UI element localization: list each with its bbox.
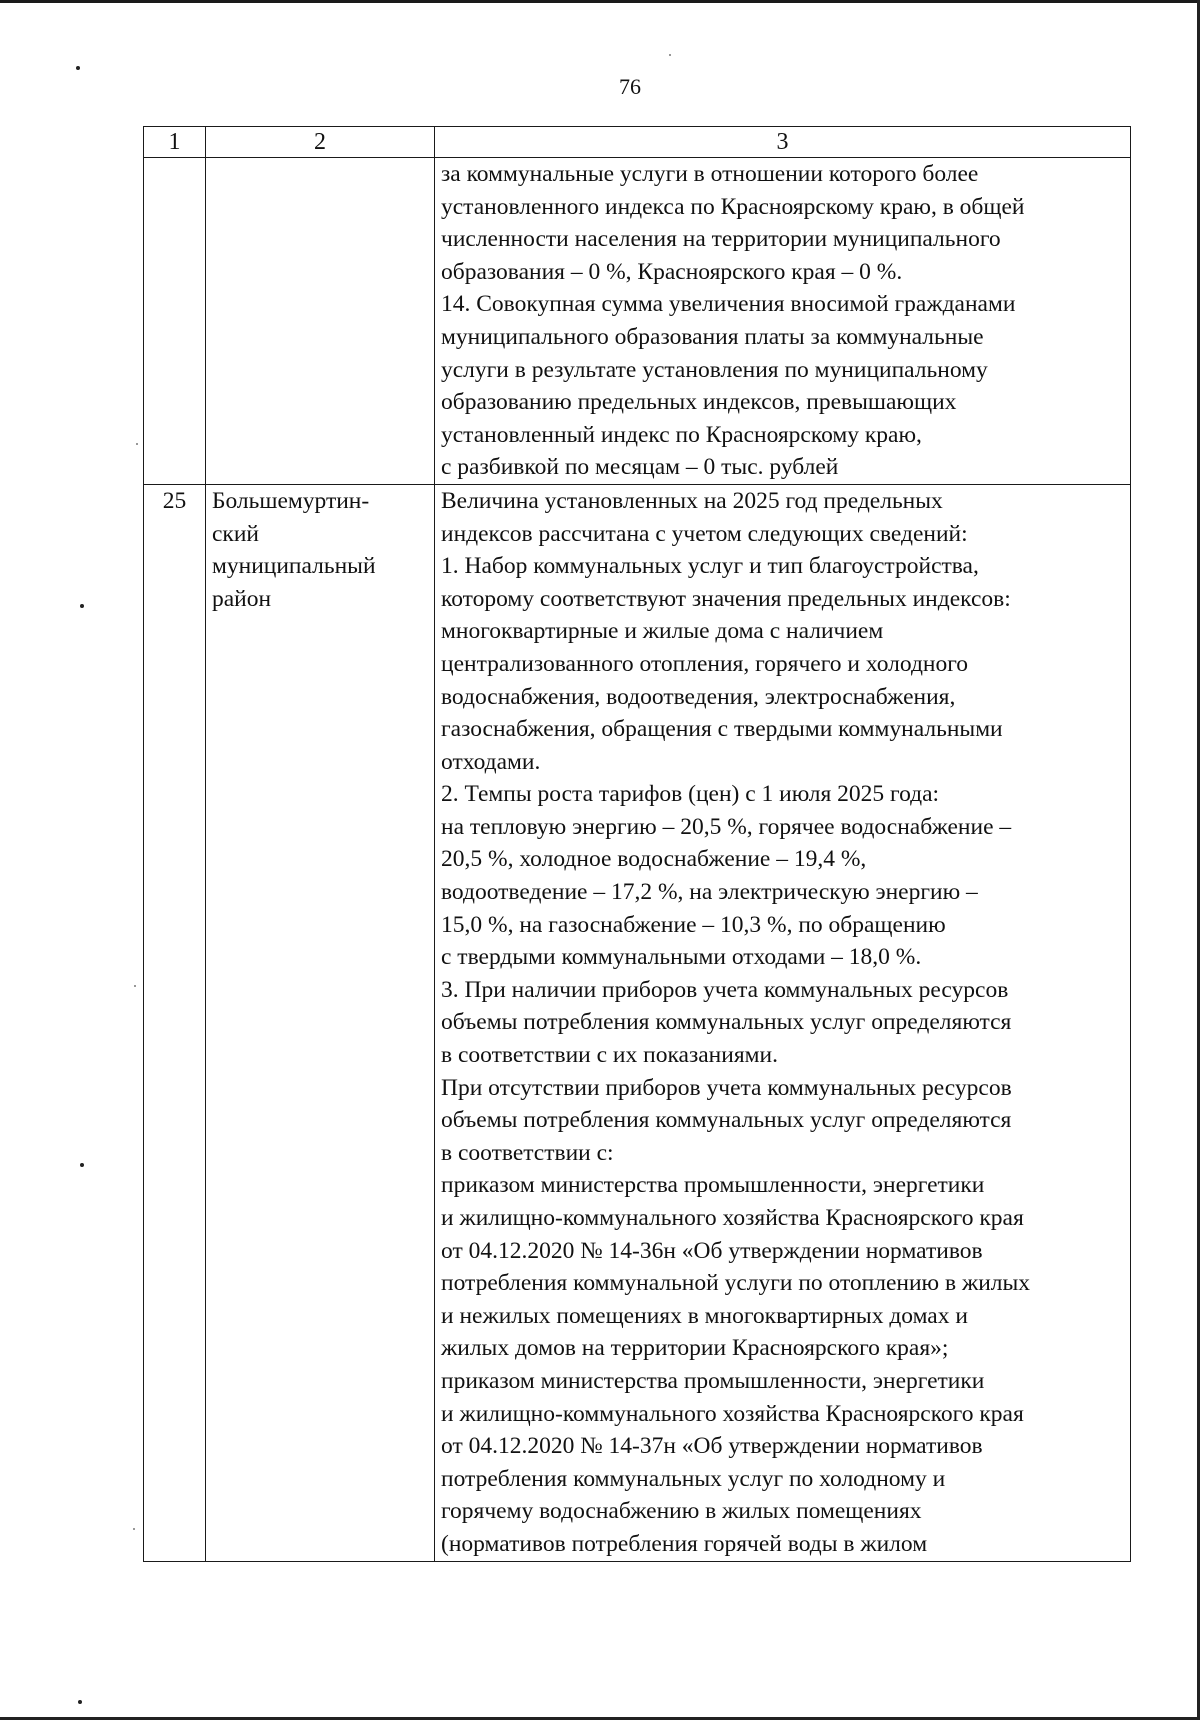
scan-dot [136,443,138,445]
text-line: установленного индекса по Красноярскому краю, в общей [441,193,1025,220]
scan-edge-top [0,0,1200,3]
document-table [143,126,1131,1562]
text-line: услуги в результате установления по муниципальному [441,356,988,383]
text-line: жилых домов на территории Красноярского края»; [441,1335,949,1362]
scan-dot [133,1528,135,1530]
text-line: от 04.12.2020 № 14-37н «Об утверждении нормативов [441,1433,983,1460]
text-line: приказом министерства промышленности, энергетики [441,1172,985,1199]
text-line: потребления коммунальных услуг по холодному и [441,1465,946,1492]
text-line: объемы потребления коммунальных услуг определяются [441,1107,1012,1134]
text-line: индексов рассчитана с учетом следующих сведений: [441,520,968,547]
text-line: образования – 0 %, Красноярского края – 0 %. [441,258,903,285]
scan-dot [134,985,136,987]
column-number-3: 3 [435,127,1131,158]
text-line: 15,0 %, на газоснабжение – 10,3 %, по обращению [441,911,946,938]
table-header-row [144,127,1131,158]
municipality-name-line: Большемуртин- [212,487,370,514]
row-number-cell: 25 [144,484,206,1561]
text-line: газоснабжения, обращения с твердыми коммунальными [441,716,1003,743]
text-line: водоснабжения, водоотведения, электроснабжения, [441,683,956,710]
text-line: и жилищно-коммунального хозяйства Красноярского края [441,1400,1024,1427]
text-line: 3. При наличии приборов учета коммунальных ресурсов [441,976,1009,1003]
scan-speck [78,1700,82,1704]
text-line: 14. Совокупная сумма увеличения вносимой гражданами [441,291,1016,318]
scan-dot [669,54,671,56]
text-line: потребления коммунальной услуги по отоплению в жилых [441,1270,1031,1297]
text-line: При отсутствии приборов учета коммунальных ресурсов [441,1074,1012,1101]
text-line: за коммунальные услуги в отношении которого более [441,161,979,187]
text-line: водоотведение – 17,2 %, на электрическую энергию – [441,879,978,906]
table-row-continued [144,158,1131,485]
text-line: и жилищно-коммунального хозяйства Красноярского края [441,1205,1024,1231]
text-line: (нормативов потребления горячей воды в жилом [441,1530,928,1557]
scan-speck [80,604,84,608]
municipality-name-line: район [212,585,272,612]
text-line: установленный индекс по Красноярскому краю, [441,421,922,448]
scan-speck [80,1163,84,1167]
municipality-cell [206,158,435,485]
text-line: на тепловую энергию – 20,5 %, горячее водоснабжение – [441,813,1012,840]
details-cell [435,484,1131,1561]
text-line: в соответствии с их показаниями. [441,1042,778,1069]
page-number: 76 [619,74,641,99]
column-number-1: 1 [144,127,206,158]
municipality-name-line: муниципальный [212,553,376,580]
table-row-25 [144,484,1131,1561]
text-line: отходами. [441,748,541,775]
text-line: образованию предельных индексов, превышающих [441,389,957,416]
text-line: с твердыми коммунальными отходами – 18,0 %. [441,944,922,971]
text-line: от 04.12.2020 № 14-36н «Об утверждении нормативов [441,1237,983,1264]
text-line: 20,5 %, холодное водоснабжение – 19,4 %, [441,846,867,873]
text-line: горячему водоснабжению в жилых помещениях [441,1498,922,1525]
text-line: муниципального образования платы за коммунальные [441,323,984,350]
text-line: численности населения на территории муниципального [441,226,1001,253]
text-line: Величина установленных на 2025 год предельных [441,487,943,514]
text-line: многоквартирные и жилые дома с наличием [441,618,884,645]
text-line: с разбивкой по месяцам – 0 тыс. рублей [441,454,839,481]
municipality-name-line: ский [212,520,259,547]
text-line: 1. Набор коммунальных услуг и тип благоустройства, [441,553,979,580]
municipality-cell [206,484,435,1561]
text-line: 2. Темпы роста тарифов (цен) с 1 июля 2025 года: [441,781,940,808]
scan-speck [76,66,80,70]
text-line: объемы потребления коммунальных услуг определяются [441,1009,1012,1036]
text-line: приказом министерства промышленности, энергетики [441,1367,985,1394]
text-line: централизованного отопления, горячего и холодного [441,650,969,677]
text-line: в соответствии с: [441,1139,614,1166]
text-line: и нежилых помещениях в многоквартирных домах и [441,1302,968,1329]
details-cell [435,158,1131,485]
column-number-2: 2 [206,127,435,158]
row-number-cell [144,158,206,485]
text-line: которому соответствуют значения предельных индексов: [441,585,1011,612]
